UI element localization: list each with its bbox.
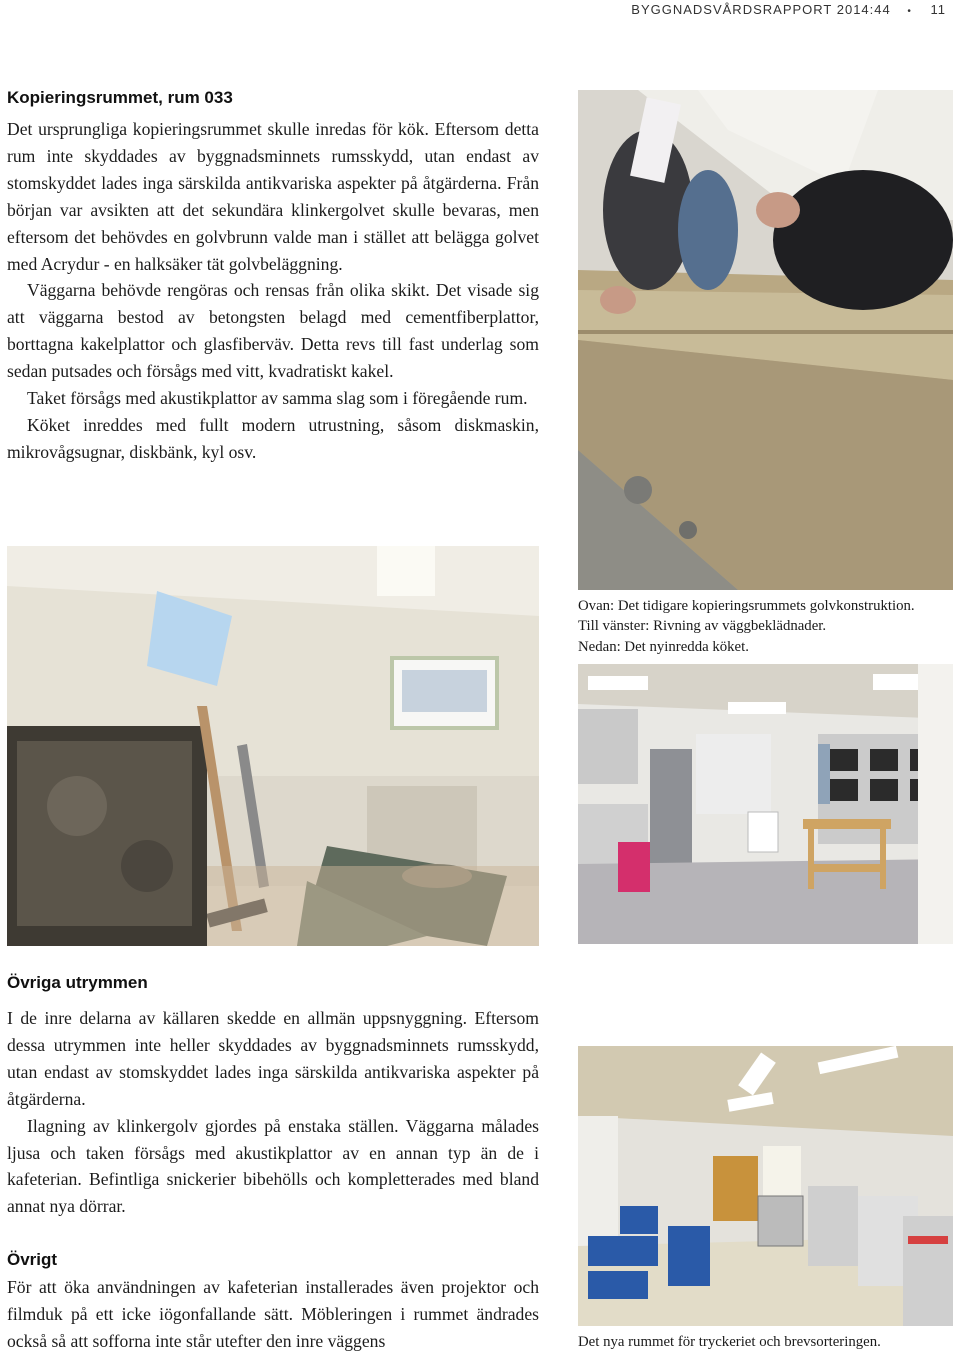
caption-line: Ovan: Det tidigare kopieringsrummets golvkonstruktion. [578, 598, 915, 614]
photo-floor-construction [578, 90, 953, 590]
section-heading-misc: Övrigt [7, 1250, 58, 1269]
header-separator: • [907, 6, 912, 17]
photo-print-room [578, 1046, 953, 1326]
caption-line: Till vänster: Rivning av väggbeklädnader. [578, 618, 827, 635]
running-title: BYGGNADSVÅRDSRAPPORT 2014:44 [631, 2, 891, 17]
running-header [631, 0, 946, 20]
page-number: 11 [930, 2, 946, 17]
paragraph: Det ursprungliga kopieringsrummet skulle inredas för kök. Eftersom detta rum inte skyddades av byggnadsminnets rumsskydd, utan endast av stomskyddet lades inga särskilda antikvariska aspekter på åtgärderna. Från början var avsikten att det sekundära klinkergolvet skulle bevaras, men eftersom det behövdes en golvbrunn valde man i stället att belägga golvet med Acrydur - en halksäker tät golvbeläggning. [7, 119, 539, 274]
caption-lower [578, 1332, 881, 1352]
caption-upper [578, 596, 915, 657]
paragraph: I de inre delarna av källaren skedde en allmän uppsnyggning. Eftersom dessa utrymmen inte heller skyddades av byggnadsminnets rumsskydd, utan endast av stomskyddet lades inga särskilda antikvariska aspekter på åtgärderna. [7, 1008, 539, 1109]
paragraph: För att öka användningen av kafeterian installerades även projektor och filmduk på ett icke iögonfallande sätt. Möbleringen i rummet ändrades också så att sofforna inte står utefter den inre väggens [7, 1277, 539, 1351]
paragraph: Taket försågs med akustikplattor av samma slag som i föregående rum. [27, 388, 528, 409]
photo-wall-demolition [7, 546, 539, 946]
photo-new-kitchen [578, 664, 953, 944]
caption-line: Nedan: Det nyinredda köket. [578, 638, 749, 655]
copy-room-text [7, 116, 539, 466]
other-spaces-text [7, 1005, 539, 1220]
paragraph: Ilagning av klinkergolv gjordes på enstaka ställen. Väggarna målades ljusa och taken försågs med akustikplattor av en annan typ än de i kafeterian. Befintliga snickerier bibehölls och kompletterades med bland annat nya dörrar. [7, 1115, 539, 1217]
section-heading-copy-room: Kopieringsrummet, rum 033 [7, 88, 233, 107]
paragraph: Väggarna behövde rengöras och rensas från olika skikt. Det visade sig att väggarna bestod av betongsten belagd med cementfiberplattor, borttagna kakelplattor och glasfiberväv. Detta revs till fast underlag som sedan putsades och försågs med vitt, kvadratiskt kakel. [7, 280, 539, 382]
misc-text [7, 1274, 539, 1355]
paragraph: Köket inreddes med fullt modern utrustning, såsom diskmaskin, mikrovågsugnar, diskbänk, kyl osv. [7, 414, 539, 462]
caption-line: Det nya rummet för tryckeriet och brevsorteringen. [578, 1334, 881, 1350]
section-heading-other-spaces: Övriga utrymmen [7, 973, 148, 992]
